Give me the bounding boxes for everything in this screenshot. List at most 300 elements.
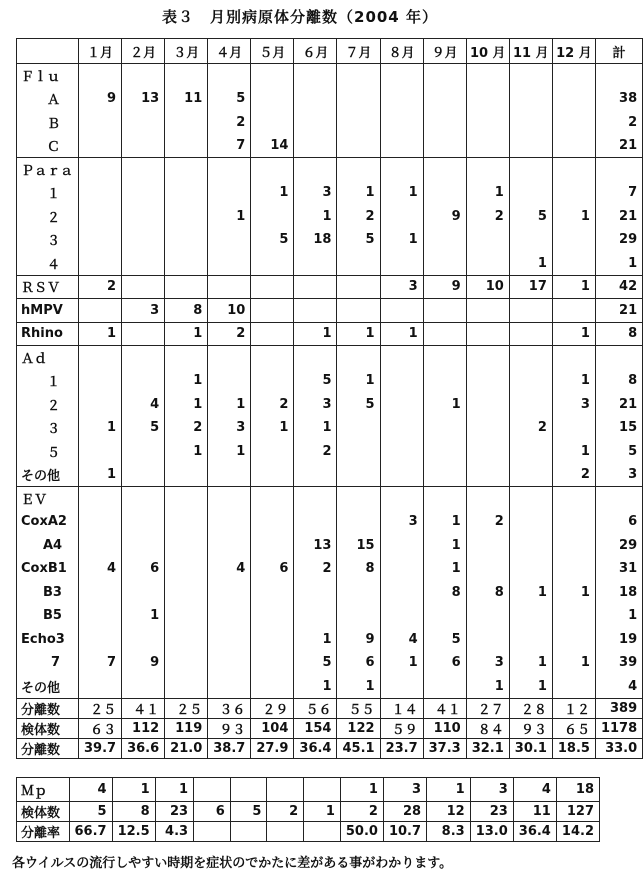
table-cell [165,675,208,699]
table-cell [595,346,642,370]
table-cell [122,252,165,276]
table-row [17,87,643,111]
table-cell [423,369,466,393]
table-cell [380,675,423,699]
table-cell [337,252,380,276]
table-cell: 42 [595,275,642,299]
table-cell: 2 [337,205,380,229]
table-cell: 4.3 [155,822,193,842]
column-header: ６月 [294,39,337,64]
table-cell: 2 [466,510,509,534]
table-cell: 1 [509,651,552,675]
table-cell: 8 [112,802,155,822]
table-cell [251,299,294,323]
table-cell [294,463,337,487]
table-cell [509,322,552,346]
table-cell [79,604,122,628]
table-cell [165,604,208,628]
table-cell: 3 [595,463,642,487]
row-label: Ｍｐ [17,778,70,802]
table-cell [251,346,294,370]
row-label: Ｃ [17,134,79,158]
table-cell: 1 [251,181,294,205]
table-cell: ２９ [251,698,294,718]
table-row [17,275,643,299]
table-cell: 2 [509,416,552,440]
table-cell [122,64,165,88]
table-cell [509,87,552,111]
table-row [17,675,643,699]
table-cell: 5 [69,802,112,822]
table-cell [79,581,122,605]
table-cell [380,369,423,393]
table-cell: 1 [380,181,423,205]
table-cell [466,346,509,370]
table-cell [122,275,165,299]
table-cell [423,252,466,276]
table-cell [251,510,294,534]
table-cell [251,581,294,605]
table-cell [165,158,208,182]
table-cell: 4 [380,628,423,652]
row-label: Rhino [17,322,79,346]
table-cell: 1 [380,651,423,675]
table-cell: 7 [208,134,251,158]
table-cell [509,111,552,135]
table-cell: 8 [423,581,466,605]
table-cell: 36.4 [294,738,337,758]
table-cell [509,158,552,182]
table-cell [122,181,165,205]
table-cell: 5 [230,802,267,822]
row-label: 7 [17,651,79,675]
table-cell: 1 [595,604,642,628]
table-cell: 1 [208,393,251,417]
table-cell [251,440,294,464]
row-label: 検体数 [17,802,70,822]
table-cell [466,134,509,158]
table-cell [552,64,595,88]
table-row [17,698,643,718]
table-cell [251,111,294,135]
table-cell: 1 [165,322,208,346]
table-cell [466,64,509,88]
table-cell: 23 [155,802,193,822]
table-cell [194,778,231,802]
table-cell [304,822,341,842]
table-cell: 3 [380,275,423,299]
row-label: ２ [17,393,79,417]
table-cell: 5 [337,393,380,417]
table-row [17,252,643,276]
table-row [17,181,643,205]
row-label: Ｆｌｕ [17,64,79,88]
row-label: A4 [17,534,79,558]
table-cell [294,299,337,323]
table-cell: 127 [556,802,599,822]
table-cell [251,463,294,487]
table-cell: 18.5 [552,738,595,758]
table-cell: 5 [423,628,466,652]
table-cell [380,416,423,440]
table-cell: ４１ [423,698,466,718]
table-cell: 3 [552,393,595,417]
table-cell [380,463,423,487]
table-cell: 389 [595,698,642,718]
table-cell [380,487,423,511]
table-cell: 4 [513,778,556,802]
table-cell [466,604,509,628]
table-cell: 1 [466,181,509,205]
table-cell [122,346,165,370]
table-cell [595,158,642,182]
table-cell: 1 [380,228,423,252]
table-cell: 1 [251,416,294,440]
table-cell: 3 [208,416,251,440]
table-cell: 2 [165,416,208,440]
table-cell [380,252,423,276]
table-cell: 9 [122,651,165,675]
table-cell: ５５ [337,698,380,718]
table-row [17,64,643,88]
table-cell: 9 [337,628,380,652]
table-cell [251,534,294,558]
table-cell [423,87,466,111]
table-cell: 4 [69,778,112,802]
table-cell: 10 [466,275,509,299]
table-row [17,802,600,822]
table-cell: 8 [595,322,642,346]
table-cell [251,628,294,652]
table-cell: 1 [337,322,380,346]
table-cell [337,87,380,111]
table-cell: 1 [79,322,122,346]
table-cell: 1 [552,369,595,393]
table-cell [79,534,122,558]
table-row [17,628,643,652]
table-cell [294,111,337,135]
table-cell [423,463,466,487]
table-cell [251,87,294,111]
row-label: 分離率 [17,822,70,842]
table-cell [122,487,165,511]
table-cell: 1 [208,440,251,464]
table-cell: 19 [595,628,642,652]
table-cell [509,181,552,205]
table-cell [552,228,595,252]
table-cell [466,416,509,440]
table-row [17,651,643,675]
table-cell: 33.0 [595,738,642,758]
table-cell [79,675,122,699]
table-cell [79,252,122,276]
table-cell [294,581,337,605]
table-cell [79,487,122,511]
table-cell [509,228,552,252]
table-cell: 2 [466,205,509,229]
table-cell [552,557,595,581]
table-cell: 2 [294,440,337,464]
table-cell [509,628,552,652]
table-cell [380,134,423,158]
table-cell [423,111,466,135]
table-cell [208,181,251,205]
table-cell [230,822,267,842]
table-cell [251,158,294,182]
table-cell [380,158,423,182]
column-header: 12 月 [552,39,595,64]
table-cell: 6 [251,557,294,581]
table-cell [509,369,552,393]
table-cell [79,228,122,252]
column-header: ３月 [165,39,208,64]
table-cell [165,651,208,675]
table-cell [337,416,380,440]
table-cell [552,346,595,370]
row-label: B3 [17,581,79,605]
table-cell [337,64,380,88]
table-cell: ９３ [208,718,251,738]
table-row [17,604,643,628]
table-cell: 17 [509,275,552,299]
table-cell: 7 [595,181,642,205]
table-cell: 18 [556,778,599,802]
table-cell [208,651,251,675]
table-cell [337,604,380,628]
table-row [17,416,643,440]
table-cell [251,651,294,675]
table-cell [122,675,165,699]
table-cell [380,534,423,558]
table-cell [294,158,337,182]
table-cell [165,628,208,652]
table-cell [208,510,251,534]
table-cell: １２ [552,698,595,718]
table-cell: 66.7 [69,822,112,842]
table-cell: 110 [423,718,466,738]
table-cell: 3 [466,651,509,675]
table-cell: 1 [165,393,208,417]
table-cell [79,440,122,464]
table-cell: 1 [304,802,341,822]
table-cell [294,252,337,276]
table-cell [294,134,337,158]
table-cell: 4 [595,675,642,699]
table-cell: 1 [552,581,595,605]
table-cell [122,534,165,558]
table-row [17,322,643,346]
table-cell: 38 [595,87,642,111]
table-cell: 38.7 [208,738,251,758]
column-header: ４月 [208,39,251,64]
table-cell [165,252,208,276]
row-label: その他 [17,675,79,699]
table-cell [380,393,423,417]
table-cell [466,463,509,487]
table-cell [337,510,380,534]
table-cell: 2 [552,463,595,487]
table-cell [509,534,552,558]
table-cell [466,322,509,346]
table-row [17,463,643,487]
table-cell [380,111,423,135]
table-cell: 1 [552,651,595,675]
table-cell [122,463,165,487]
table-cell: 2 [595,111,642,135]
table-cell: 14.2 [556,822,599,842]
table-cell: 50.0 [340,822,383,842]
row-label: Ａ [17,87,79,111]
table-cell [208,487,251,511]
table-cell [208,463,251,487]
table-cell: 10 [208,299,251,323]
table-cell: 13 [294,534,337,558]
table-cell: 2 [251,393,294,417]
table-cell [552,87,595,111]
column-header: 10 月 [466,39,509,64]
column-header: １月 [79,39,122,64]
row-label: ３ [17,228,79,252]
table-cell [122,134,165,158]
table-cell [423,416,466,440]
table-row [17,158,643,182]
table-cell [122,369,165,393]
table-cell: 6 [423,651,466,675]
table-cell: 29 [595,228,642,252]
table-cell [294,604,337,628]
table-cell: 3 [383,778,426,802]
table-cell [251,275,294,299]
column-header: ９月 [423,39,466,64]
table-cell: 23 [470,802,513,822]
table-cell [79,64,122,88]
table-cell [294,275,337,299]
table-cell: 5 [208,87,251,111]
table-cell [267,778,304,802]
table-cell: 1 [122,604,165,628]
table-cell: ２８ [509,698,552,718]
table-cell [230,778,267,802]
table-cell [337,463,380,487]
table-cell [267,822,304,842]
table-cell: ２５ [165,698,208,718]
table-cell: 3 [122,299,165,323]
table-cell: 3 [294,181,337,205]
table-cell [466,393,509,417]
table-cell: 13 [122,87,165,111]
table-cell [79,299,122,323]
table-cell [79,181,122,205]
table-cell [251,675,294,699]
table-cell [552,181,595,205]
column-header: ８月 [380,39,423,64]
table-cell: ５９ [380,718,423,738]
table-cell: 5 [595,440,642,464]
table-cell [79,510,122,534]
table-cell [294,87,337,111]
table-cell [509,487,552,511]
table-cell [509,64,552,88]
table-cell [466,158,509,182]
table-cell [165,64,208,88]
row-label: 検体数 [17,718,79,738]
table-cell [79,158,122,182]
table-cell [466,628,509,652]
table-cell: 18 [294,228,337,252]
table-cell: 1 [294,675,337,699]
table-cell: 23.7 [380,738,423,758]
table-cell [251,487,294,511]
table-cell [466,87,509,111]
table-cell: 3 [470,778,513,802]
table-cell [122,228,165,252]
table-row [17,510,643,534]
header-row [17,39,643,64]
table-cell: 2 [294,557,337,581]
table-cell [304,778,341,802]
table-cell [423,322,466,346]
table-cell [79,205,122,229]
table-cell: 5 [294,651,337,675]
table-cell: 8 [595,369,642,393]
row-label: その他 [17,463,79,487]
column-header: 計 [595,39,642,64]
table-cell [552,604,595,628]
table-cell: 2 [208,111,251,135]
table-cell: ６３ [79,718,122,738]
table-cell [165,228,208,252]
table-cell: 1 [423,557,466,581]
table-row [17,778,600,802]
table-cell [294,64,337,88]
table-cell [122,628,165,652]
table-cell: 21 [595,205,642,229]
table-cell: 45.1 [337,738,380,758]
table-cell [552,134,595,158]
table-cell [380,604,423,628]
table-cell [423,134,466,158]
table-cell: 1 [340,778,383,802]
table-cell: 9 [423,275,466,299]
table-cell [423,440,466,464]
row-label: １ [17,181,79,205]
table-row [17,369,643,393]
table-cell [509,393,552,417]
table-cell: 21 [595,299,642,323]
table-cell [165,581,208,605]
table-cell [294,510,337,534]
table-cell [423,228,466,252]
row-label: hMPV [17,299,79,323]
row-label: Ｐａｒａ [17,158,79,182]
table-cell [509,463,552,487]
table-cell [466,252,509,276]
table-cell [294,487,337,511]
table-cell [380,581,423,605]
table-cell: 119 [165,718,208,738]
table-cell [122,322,165,346]
table-title: 表３ 月別病原体分離数（2004 年） [162,8,438,26]
table-cell [337,581,380,605]
row-label: Ｂ [17,111,79,135]
table-cell: 1 [165,369,208,393]
table-cell: 28 [383,802,426,822]
table-cell [165,275,208,299]
table-cell [552,299,595,323]
table-cell [165,557,208,581]
table-cell: 36.4 [513,822,556,842]
table-cell: 1 [509,252,552,276]
